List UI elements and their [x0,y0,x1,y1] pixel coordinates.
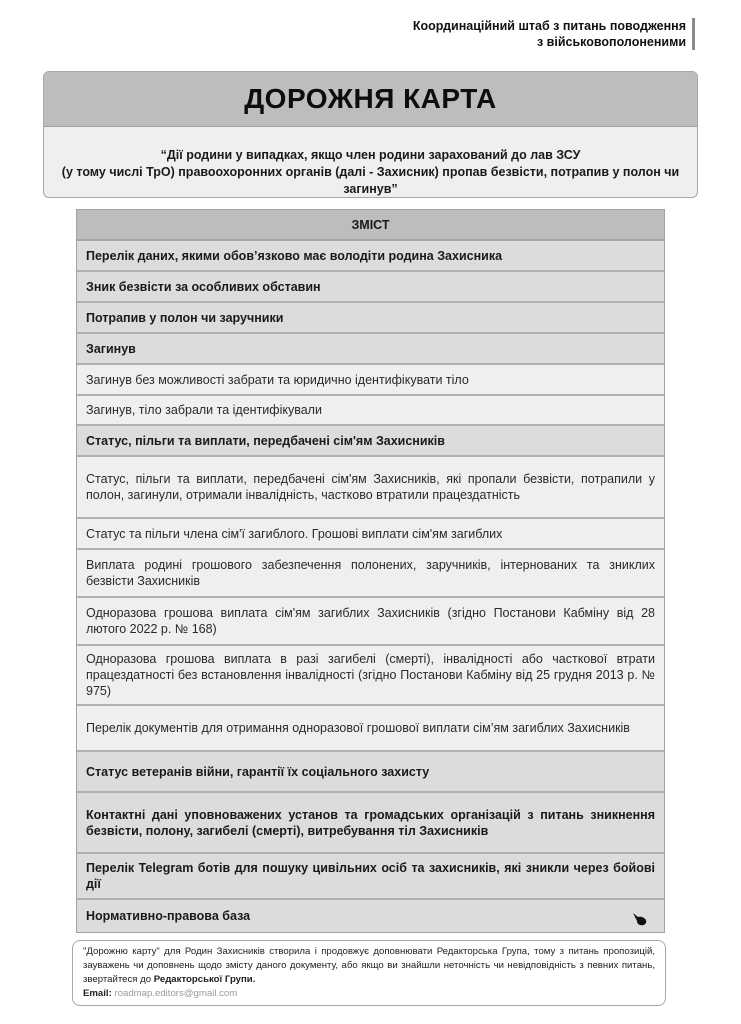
editor-note [72,940,666,1006]
toc-item-label: Загинув, тіло забрали та ідентифікували [86,403,322,417]
table-of-contents [76,209,665,933]
toc-item-label: Потрапив у полон чи заручники [86,310,284,325]
hand-pointer-icon [632,912,648,926]
toc-item[interactable] [77,706,664,752]
toc-item-label: Загинув [86,341,136,356]
toc-item-label: Одноразова грошова виплата сім'ям загиблих Захисників (згідно Постанови Кабміну від 28 лютого 2022 р. № 168) [86,606,655,636]
toc-item-label: Перелік Telegram ботів для пошуку цивільних осіб та захисників, які зникли через бойові дії [86,861,655,891]
subtitle-line-1: “Дії родини у випадках, якщо член родини зарахований до лав ЗСУ [160,148,581,162]
toc-item[interactable] [77,598,664,646]
toc-item[interactable] [77,303,664,334]
toc-item[interactable] [77,457,664,519]
page-title: ДОРОЖНЯ КАРТА [44,72,697,127]
toc-item-label: Одноразова грошова виплата в разі загибелі (смерті), інвалідності або часткової втрати працездатності без встановлення інвалідності (згідно Постанови Кабміну від 25 грудня 2013 р. № 975) [86,652,655,698]
toc-item-label: Статус та пільги члена сім'ї загиблого. Грошові виплати сім'ям загиблих [86,526,503,541]
toc-item-label: Статус, пільги та виплати, передбачені сім'ям Захисників, які пропали безвісти, потрапили у полон, загинули, отримали інвалідність, частково втратили працездатність [86,472,655,502]
title-box [43,71,698,198]
toc-item[interactable] [77,396,664,426]
editor-note-text: "Дорожню карту" для Родин Захисників створила і продовжує доповнювати Редакторська Група, тому з питань пропозицій, зауважень чи доповнень щодо змісту даного документу, або якщо ви знайшли неточність чи невідповідність з певних питань, звертайтеся до [83,946,655,985]
toc-item[interactable] [77,550,664,598]
page-subtitle [44,127,697,198]
toc-item-label: Статус, пільги та виплати, передбачені сім'ям Захисників [86,433,445,448]
toc-item[interactable] [77,646,664,706]
toc-item[interactable] [77,272,664,303]
toc-item[interactable] [77,854,664,900]
toc-item-label: Виплата родині грошового забезпечення полонених, заручників, інтернованих та зниклих безвісти Захисників [86,558,655,588]
toc-item-label: Статус ветеранів війни, гарантії їх соціального захисту [86,764,430,779]
toc-item[interactable] [77,519,664,550]
toc-item-label: Перелік даних, якими обов’язково має володіти родина Захисника [86,248,503,263]
email-label: Email: [83,988,112,999]
subtitle-line-2: (у тому числі ТрО) правоохоронних органів (далі - Захисник) пропав безвісти, потрапив у полон чи загинув” [61,165,680,196]
toc-item-label: Контактні дані уповноважених установ та громадських організацій з питань зникнення безвісти, полону, загибелі (смерті), витребування тіл Захисників [86,807,655,838]
toc-item-label: Зник безвісти за особливих обставин [86,279,321,294]
toc-item[interactable] [77,241,664,272]
editor-group-name: Редакторської Групи. [153,974,256,985]
toc-item-label: Загинув без можливості забрати та юридично ідентифікувати тіло [86,372,469,387]
toc-item[interactable] [77,752,664,793]
org-line-2: з військовополоненими [537,35,686,49]
toc-item[interactable] [77,426,664,457]
organization-header [413,18,695,50]
toc-item[interactable] [77,334,664,365]
toc-item-label: Перелік документів для отримання одноразової грошової виплати сім’ям загиблих Захисників [86,721,630,735]
toc-item[interactable] [77,793,664,854]
toc-item[interactable] [77,365,664,396]
email-link[interactable]: roadmap.editors@gmail.com [114,988,238,999]
toc-list [77,241,664,932]
toc-heading: ЗМІСТ [77,210,664,241]
toc-item[interactable] [77,900,664,932]
org-line-1: Координаційний штаб з питань поводження [412,19,686,33]
toc-item-label: Нормативно-правова база [86,909,251,923]
